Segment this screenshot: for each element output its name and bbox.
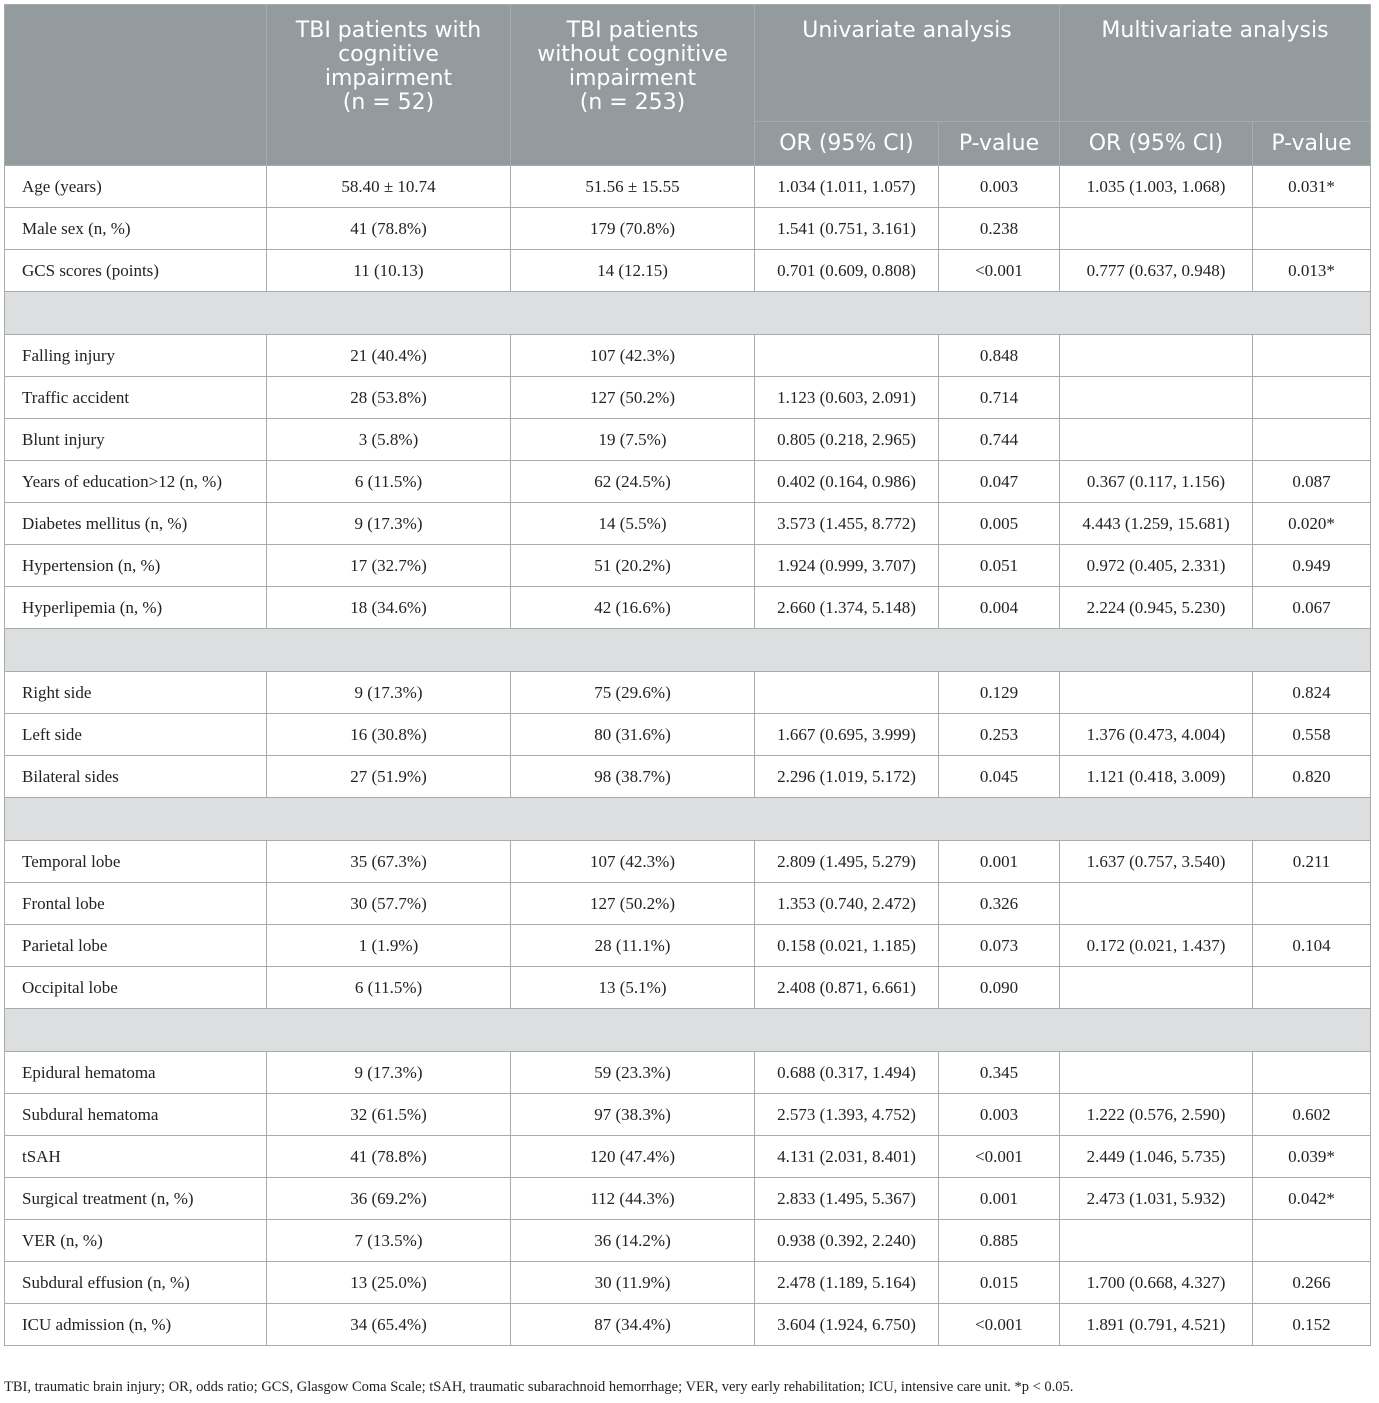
table-row bbox=[5, 1304, 1371, 1346]
row-label: Falling injury bbox=[5, 335, 267, 377]
cell-uni-or: 0.158 (0.021, 1.185) bbox=[755, 925, 939, 967]
row-label: ICU admission (n, %) bbox=[5, 1304, 267, 1346]
cell-multi-or bbox=[1060, 419, 1253, 461]
cell-uni-p: 0.003 bbox=[939, 1094, 1060, 1136]
table-row bbox=[5, 672, 1371, 714]
cell-multi-p bbox=[1253, 419, 1371, 461]
cell-uni-or: 2.573 (1.393, 4.752) bbox=[755, 1094, 939, 1136]
row-label: Occipital lobe bbox=[5, 967, 267, 1009]
cell-without: 112 (44.3%) bbox=[511, 1178, 755, 1220]
header-text: impairment bbox=[568, 66, 697, 91]
cell-uni-or: 1.123 (0.603, 2.091) bbox=[755, 377, 939, 419]
section-row bbox=[5, 798, 1371, 841]
cell-multi-or bbox=[1060, 208, 1253, 250]
cell-with: 30 (57.7%) bbox=[267, 883, 511, 925]
cell-multi-p: 0.211 bbox=[1253, 841, 1371, 883]
row-label: Frontal lobe bbox=[5, 883, 267, 925]
table-row bbox=[5, 756, 1371, 798]
cell-multi-p: 0.042* bbox=[1253, 1178, 1371, 1220]
cell-uni-or: 1.667 (0.695, 3.999) bbox=[755, 714, 939, 756]
header-with-impairment bbox=[267, 5, 511, 166]
row-label: Parietal lobe bbox=[5, 925, 267, 967]
header-text: TBI patients with bbox=[295, 18, 482, 43]
cell-multi-p: 0.558 bbox=[1253, 714, 1371, 756]
cell-multi-p: 0.949 bbox=[1253, 545, 1371, 587]
cell-multi-p: 0.031* bbox=[1253, 166, 1371, 208]
cell-without: 179 (70.8%) bbox=[511, 208, 755, 250]
header-uni-or: OR (95% CI) bbox=[755, 122, 939, 166]
row-label: Subdural effusion (n, %) bbox=[5, 1262, 267, 1304]
cell-with: 27 (51.9%) bbox=[267, 756, 511, 798]
row-label: Traffic accident bbox=[5, 377, 267, 419]
cell-multi-or bbox=[1060, 967, 1253, 1009]
row-label: Hypertension (n, %) bbox=[5, 545, 267, 587]
cell-multi-or: 1.891 (0.791, 4.521) bbox=[1060, 1304, 1253, 1346]
section-heading bbox=[5, 798, 1371, 841]
cell-uni-p: 0.885 bbox=[939, 1220, 1060, 1262]
cell-uni-p: 0.848 bbox=[939, 335, 1060, 377]
cell-multi-p bbox=[1253, 883, 1371, 925]
cell-uni-or: 1.924 (0.999, 3.707) bbox=[755, 545, 939, 587]
header-n: (n = 253) bbox=[579, 90, 686, 115]
row-label: Epidural hematoma bbox=[5, 1052, 267, 1094]
cell-uni-or: 1.541 (0.751, 3.161) bbox=[755, 208, 939, 250]
cell-uni-p: 0.345 bbox=[939, 1052, 1060, 1094]
cell-multi-p: 0.820 bbox=[1253, 756, 1371, 798]
section-heading bbox=[5, 1009, 1371, 1052]
table-row bbox=[5, 714, 1371, 756]
cell-with: 58.40 ± 10.74 bbox=[267, 166, 511, 208]
cell-uni-p: 0.003 bbox=[939, 166, 1060, 208]
table-row bbox=[5, 545, 1371, 587]
row-label: Hyperlipemia (n, %) bbox=[5, 587, 267, 629]
table-footnote: TBI, traumatic brain injury; OR, odds ratio; GCS, Glasgow Coma Scale; tSAH, traumatic subarachnoid hemorrhage; VER, very early rehabilitation; ICU, intensive care unit. *p < 0.05. bbox=[4, 1379, 1074, 1395]
cell-multi-or: 0.172 (0.021, 1.437) bbox=[1060, 925, 1253, 967]
section-row bbox=[5, 292, 1371, 335]
cell-uni-p: 0.129 bbox=[939, 672, 1060, 714]
table-header bbox=[5, 5, 1371, 166]
cell-multi-p: 0.039* bbox=[1253, 1136, 1371, 1178]
cell-without: 120 (47.4%) bbox=[511, 1136, 755, 1178]
cell-multi-p: 0.602 bbox=[1253, 1094, 1371, 1136]
cell-uni-or: 2.408 (0.871, 6.661) bbox=[755, 967, 939, 1009]
cell-without: 107 (42.3%) bbox=[511, 335, 755, 377]
cell-uni-or: 0.938 (0.392, 2.240) bbox=[755, 1220, 939, 1262]
cell-multi-or bbox=[1060, 377, 1253, 419]
cell-uni-or: 2.809 (1.495, 5.279) bbox=[755, 841, 939, 883]
header-multi-or: OR (95% CI) bbox=[1060, 122, 1253, 166]
cell-with: 6 (11.5%) bbox=[267, 967, 511, 1009]
cell-multi-p bbox=[1253, 1220, 1371, 1262]
row-label: Bilateral sides bbox=[5, 756, 267, 798]
cell-without: 51.56 ± 15.55 bbox=[511, 166, 755, 208]
table-row bbox=[5, 1094, 1371, 1136]
cell-uni-p: 0.744 bbox=[939, 419, 1060, 461]
cell-uni-p: 0.001 bbox=[939, 841, 1060, 883]
section-heading bbox=[5, 292, 1371, 335]
cell-multi-or bbox=[1060, 1052, 1253, 1094]
cell-uni-p: 0.073 bbox=[939, 925, 1060, 967]
table-row bbox=[5, 503, 1371, 545]
cell-uni-p: 0.005 bbox=[939, 503, 1060, 545]
row-label: Male sex (n, %) bbox=[5, 208, 267, 250]
cell-with: 13 (25.0%) bbox=[267, 1262, 511, 1304]
cell-with: 41 (78.8%) bbox=[267, 208, 511, 250]
cell-uni-p: 0.090 bbox=[939, 967, 1060, 1009]
cell-uni-p: 0.714 bbox=[939, 377, 1060, 419]
cell-with: 18 (34.6%) bbox=[267, 587, 511, 629]
cell-multi-p: 0.067 bbox=[1253, 587, 1371, 629]
row-label: Surgical treatment (n, %) bbox=[5, 1178, 267, 1220]
table-row bbox=[5, 967, 1371, 1009]
cell-multi-or: 1.376 (0.473, 4.004) bbox=[1060, 714, 1253, 756]
row-label: Left side bbox=[5, 714, 267, 756]
table-row bbox=[5, 587, 1371, 629]
cell-uni-or: 0.701 (0.609, 0.808) bbox=[755, 250, 939, 292]
cell-uni-p: <0.001 bbox=[939, 1136, 1060, 1178]
cell-with: 35 (67.3%) bbox=[267, 841, 511, 883]
cell-with: 11 (10.13) bbox=[267, 250, 511, 292]
cell-multi-or: 1.222 (0.576, 2.590) bbox=[1060, 1094, 1253, 1136]
cell-with: 17 (32.7%) bbox=[267, 545, 511, 587]
cell-uni-p: 0.326 bbox=[939, 883, 1060, 925]
cell-multi-or bbox=[1060, 335, 1253, 377]
cell-multi-or: 0.972 (0.405, 2.331) bbox=[1060, 545, 1253, 587]
cell-without: 42 (16.6%) bbox=[511, 587, 755, 629]
cell-multi-p: 0.087 bbox=[1253, 461, 1371, 503]
header-univariate: Univariate analysis bbox=[755, 5, 1060, 122]
cell-multi-p: 0.020* bbox=[1253, 503, 1371, 545]
header-multi-p: P-value bbox=[1253, 122, 1371, 166]
cell-with: 9 (17.3%) bbox=[267, 503, 511, 545]
cell-multi-p: 0.013* bbox=[1253, 250, 1371, 292]
cell-uni-p: <0.001 bbox=[939, 1304, 1060, 1346]
section-row bbox=[5, 1009, 1371, 1052]
cell-uni-p: 0.253 bbox=[939, 714, 1060, 756]
row-label: Subdural hematoma bbox=[5, 1094, 267, 1136]
header-text: cognitive bbox=[338, 42, 439, 67]
header-text: impairment bbox=[324, 66, 453, 91]
cell-without: 98 (38.7%) bbox=[511, 756, 755, 798]
cell-uni-or: 3.573 (1.455, 8.772) bbox=[755, 503, 939, 545]
header-without-impairment bbox=[511, 5, 755, 166]
row-label: tSAH bbox=[5, 1136, 267, 1178]
table-row bbox=[5, 208, 1371, 250]
row-label: Temporal lobe bbox=[5, 841, 267, 883]
cell-without: 19 (7.5%) bbox=[511, 419, 755, 461]
header-text: TBI patients bbox=[566, 18, 699, 43]
cell-multi-or: 0.367 (0.117, 1.156) bbox=[1060, 461, 1253, 503]
cell-without: 36 (14.2%) bbox=[511, 1220, 755, 1262]
table-row bbox=[5, 1052, 1371, 1094]
cell-with: 1 (1.9%) bbox=[267, 925, 511, 967]
table-row bbox=[5, 377, 1371, 419]
cell-uni-p: 0.238 bbox=[939, 208, 1060, 250]
cell-uni-p: 0.051 bbox=[939, 545, 1060, 587]
header-uni-p: P-value bbox=[939, 122, 1060, 166]
cell-with: 36 (69.2%) bbox=[267, 1178, 511, 1220]
cell-without: 127 (50.2%) bbox=[511, 883, 755, 925]
cell-uni-or: 3.604 (1.924, 6.750) bbox=[755, 1304, 939, 1346]
cell-multi-or: 4.443 (1.259, 15.681) bbox=[1060, 503, 1253, 545]
cell-with: 16 (30.8%) bbox=[267, 714, 511, 756]
cell-uni-or: 1.034 (1.011, 1.057) bbox=[755, 166, 939, 208]
cell-without: 51 (20.2%) bbox=[511, 545, 755, 587]
cell-without: 62 (24.5%) bbox=[511, 461, 755, 503]
cell-uni-or bbox=[755, 672, 939, 714]
table-row bbox=[5, 1136, 1371, 1178]
cell-without: 87 (34.4%) bbox=[511, 1304, 755, 1346]
cell-without: 14 (12.15) bbox=[511, 250, 755, 292]
cell-without: 107 (42.3%) bbox=[511, 841, 755, 883]
cell-without: 13 (5.1%) bbox=[511, 967, 755, 1009]
table-row bbox=[5, 925, 1371, 967]
cell-uni-or: 2.660 (1.374, 5.148) bbox=[755, 587, 939, 629]
cell-with: 3 (5.8%) bbox=[267, 419, 511, 461]
cell-uni-p: 0.045 bbox=[939, 756, 1060, 798]
table-row bbox=[5, 841, 1371, 883]
table-row bbox=[5, 250, 1371, 292]
row-label: VER (n, %) bbox=[5, 1220, 267, 1262]
cell-uni-p: <0.001 bbox=[939, 250, 1060, 292]
cell-uni-or: 1.353 (0.740, 2.472) bbox=[755, 883, 939, 925]
table-row bbox=[5, 1178, 1371, 1220]
cell-multi-p: 0.152 bbox=[1253, 1304, 1371, 1346]
cell-multi-or: 2.449 (1.046, 5.735) bbox=[1060, 1136, 1253, 1178]
cell-uni-or: 2.833 (1.495, 5.367) bbox=[755, 1178, 939, 1220]
table-row bbox=[5, 166, 1371, 208]
cell-multi-or: 1.035 (1.003, 1.068) bbox=[1060, 166, 1253, 208]
cell-multi-or: 1.121 (0.418, 3.009) bbox=[1060, 756, 1253, 798]
table-row bbox=[5, 461, 1371, 503]
cell-without: 97 (38.3%) bbox=[511, 1094, 755, 1136]
cell-multi-or bbox=[1060, 1220, 1253, 1262]
header-blank bbox=[5, 5, 267, 166]
row-label: Right side bbox=[5, 672, 267, 714]
row-label: Age (years) bbox=[5, 166, 267, 208]
header-text: without cognitive bbox=[537, 42, 728, 67]
cell-with: 9 (17.3%) bbox=[267, 1052, 511, 1094]
row-label: GCS scores (points) bbox=[5, 250, 267, 292]
cell-without: 127 (50.2%) bbox=[511, 377, 755, 419]
cell-uni-p: 0.004 bbox=[939, 587, 1060, 629]
cell-with: 34 (65.4%) bbox=[267, 1304, 511, 1346]
cell-multi-or bbox=[1060, 883, 1253, 925]
cell-multi-or: 1.637 (0.757, 3.540) bbox=[1060, 841, 1253, 883]
cell-multi-p bbox=[1253, 377, 1371, 419]
cell-multi-p bbox=[1253, 1052, 1371, 1094]
cell-multi-or bbox=[1060, 672, 1253, 714]
cell-multi-or: 2.224 (0.945, 5.230) bbox=[1060, 587, 1253, 629]
cell-multi-or: 0.777 (0.637, 0.948) bbox=[1060, 250, 1253, 292]
cell-multi-p bbox=[1253, 967, 1371, 1009]
cell-multi-p: 0.824 bbox=[1253, 672, 1371, 714]
row-label: Years of education>12 (n, %) bbox=[5, 461, 267, 503]
cell-without: 14 (5.5%) bbox=[511, 503, 755, 545]
cell-multi-p: 0.266 bbox=[1253, 1262, 1371, 1304]
cell-with: 6 (11.5%) bbox=[267, 461, 511, 503]
cell-with: 41 (78.8%) bbox=[267, 1136, 511, 1178]
cell-multi-or: 2.473 (1.031, 5.932) bbox=[1060, 1178, 1253, 1220]
cell-uni-or: 4.131 (2.031, 8.401) bbox=[755, 1136, 939, 1178]
table-row bbox=[5, 1262, 1371, 1304]
cell-without: 30 (11.9%) bbox=[511, 1262, 755, 1304]
cell-uni-p: 0.047 bbox=[939, 461, 1060, 503]
section-heading bbox=[5, 629, 1371, 672]
results-table bbox=[4, 4, 1371, 1346]
cell-with: 32 (61.5%) bbox=[267, 1094, 511, 1136]
section-row bbox=[5, 629, 1371, 672]
table-row bbox=[5, 335, 1371, 377]
cell-uni-or: 0.805 (0.218, 2.965) bbox=[755, 419, 939, 461]
cell-uni-p: 0.001 bbox=[939, 1178, 1060, 1220]
cell-multi-or: 1.700 (0.668, 4.327) bbox=[1060, 1262, 1253, 1304]
table-row bbox=[5, 419, 1371, 461]
cell-without: 80 (31.6%) bbox=[511, 714, 755, 756]
row-label: Blunt injury bbox=[5, 419, 267, 461]
row-label: Diabetes mellitus (n, %) bbox=[5, 503, 267, 545]
cell-without: 28 (11.1%) bbox=[511, 925, 755, 967]
table-row bbox=[5, 883, 1371, 925]
cell-without: 59 (23.3%) bbox=[511, 1052, 755, 1094]
cell-uni-or: 2.296 (1.019, 5.172) bbox=[755, 756, 939, 798]
cell-uni-or: 2.478 (1.189, 5.164) bbox=[755, 1262, 939, 1304]
header-n: (n = 52) bbox=[342, 90, 435, 115]
cell-with: 7 (13.5%) bbox=[267, 1220, 511, 1262]
cell-without: 75 (29.6%) bbox=[511, 672, 755, 714]
cell-with: 9 (17.3%) bbox=[267, 672, 511, 714]
cell-multi-p: 0.104 bbox=[1253, 925, 1371, 967]
cell-multi-p bbox=[1253, 208, 1371, 250]
table-row bbox=[5, 1220, 1371, 1262]
cell-uni-or bbox=[755, 335, 939, 377]
header-multivariate: Multivariate analysis bbox=[1060, 5, 1371, 122]
cell-with: 28 (53.8%) bbox=[267, 377, 511, 419]
cell-multi-p bbox=[1253, 335, 1371, 377]
cell-with: 21 (40.4%) bbox=[267, 335, 511, 377]
cell-uni-or: 0.688 (0.317, 1.494) bbox=[755, 1052, 939, 1094]
cell-uni-or: 0.402 (0.164, 0.986) bbox=[755, 461, 939, 503]
cell-uni-p: 0.015 bbox=[939, 1262, 1060, 1304]
